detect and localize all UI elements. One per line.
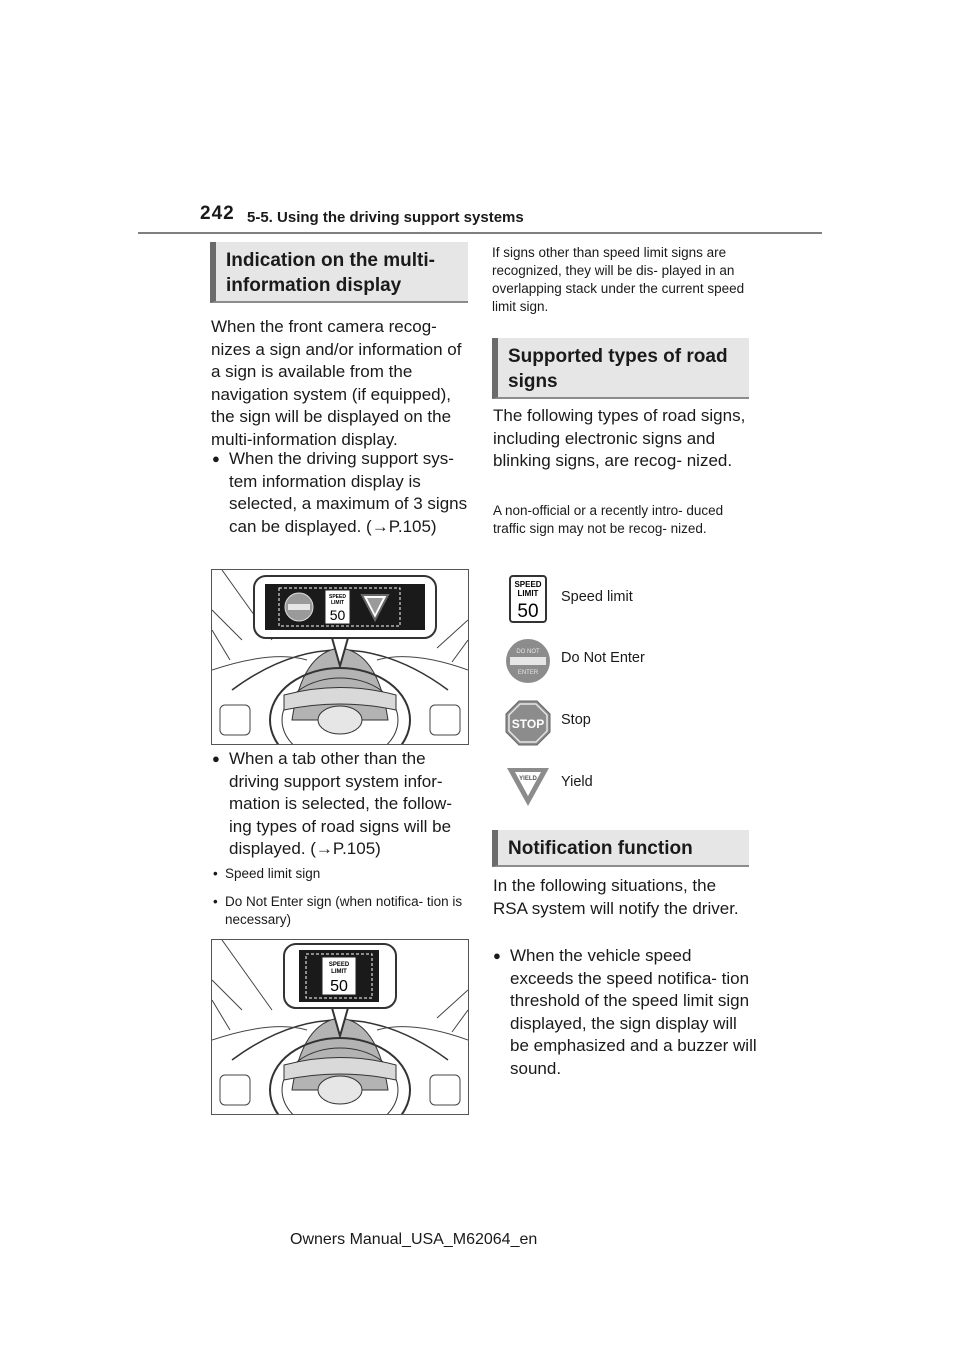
illus1-speed-text: SPEED	[329, 594, 346, 600]
svg-text:LIMIT: LIMIT	[330, 600, 345, 606]
overlap-note: If signs other than speed limit signs are recognized, they will be dis- played in an overlapping stack under the current speed limit sign.	[492, 245, 745, 314]
sign-row-stop	[500, 698, 750, 754]
illustration-dashboard-speed-limit	[211, 939, 469, 1115]
heading3-text: Notification function	[508, 838, 693, 859]
footer-manual-id: Owners Manual_USA_M62064_en	[290, 1231, 538, 1248]
heading2-line-2: signs	[508, 371, 558, 392]
dne-icon-bottom: ENTER	[517, 670, 539, 676]
sign-row-yield	[500, 760, 750, 816]
heading-supported-types	[492, 338, 749, 399]
illus1-speed-value: 50	[329, 607, 346, 623]
do-not-enter-sign-icon	[504, 636, 552, 688]
sign-label-speed-limit: Speed limit	[561, 589, 633, 605]
intro-paragraph: When the front camera recog- nizes a sign and/or information of a sign is available from the navigation system (if equipped), the sign will be displayed on the multi-information display.	[211, 317, 462, 449]
header-rule	[138, 232, 822, 234]
speed-icon-top: SPEED	[514, 580, 542, 589]
sign-label-stop: Stop	[561, 712, 591, 728]
heading-notification-function	[492, 830, 749, 867]
stop-sign-icon	[504, 698, 552, 750]
page-number: 242	[200, 203, 235, 224]
svg-text:LIMIT: LIMIT	[331, 969, 347, 975]
types-intro: The following types of road signs, including electronic signs and blinking signs, are recog- nized.	[493, 406, 746, 470]
speed-icon-value: 50	[517, 601, 539, 622]
yield-icon-text: YIELD	[519, 776, 537, 782]
svg-text:SPEED: SPEED	[328, 962, 350, 968]
bullet-other-tab: ● When a tab other than the driving support system infor- mation is selected, the follow- ing types of road signs will be displayed. (→P.105)	[212, 748, 479, 861]
sub-item-speed-limit: • Speed limit sign	[213, 865, 475, 883]
sign-row-do-not-enter	[500, 636, 750, 692]
bullet-speed-notification: ● When the vehicle speed exceeds the speed notifica- tion threshold of the speed limit sign displayed, the sign display will be emphasized and a buzzer will sound.	[493, 945, 758, 1080]
dne-icon-top: DO NOT	[516, 649, 540, 655]
notify-intro: In the following situations, the RSA system will notify the driver.	[493, 876, 739, 918]
speed-limit-50-sign-icon	[504, 573, 552, 625]
types-note: A non-official or a recently intro- duced traffic sign may not be recog- nized.	[493, 503, 724, 536]
heading2-line-1: Supported types of road	[508, 346, 728, 367]
heading-line-1: Indication on the multi-	[226, 250, 435, 271]
stop-icon-text: STOP	[511, 717, 545, 731]
yield-sign-icon	[504, 760, 552, 812]
sign-label-do-not-enter: Do Not Enter	[561, 650, 645, 666]
heading-multi-info-display	[210, 242, 468, 303]
sign-label-yield: Yield	[561, 774, 593, 790]
sign-row-speed-limit	[500, 573, 750, 629]
sub-item-do-not-enter: • Do Not Enter sign (when notifica- tion is necessary)	[213, 893, 475, 929]
section-title: 5-5. Using the driving support systems	[247, 209, 524, 226]
speed-icon-mid: LIMIT	[517, 589, 539, 598]
illustration-dashboard-three-signs	[211, 569, 469, 745]
bullet-driving-support-display: ● When the driving support sys- tem information display is selected, a maximum of 3 signs can be displayed. (→P.105)	[212, 448, 479, 538]
heading-line-2: information display	[226, 275, 402, 296]
illus2-speed-value: 50	[330, 978, 348, 995]
